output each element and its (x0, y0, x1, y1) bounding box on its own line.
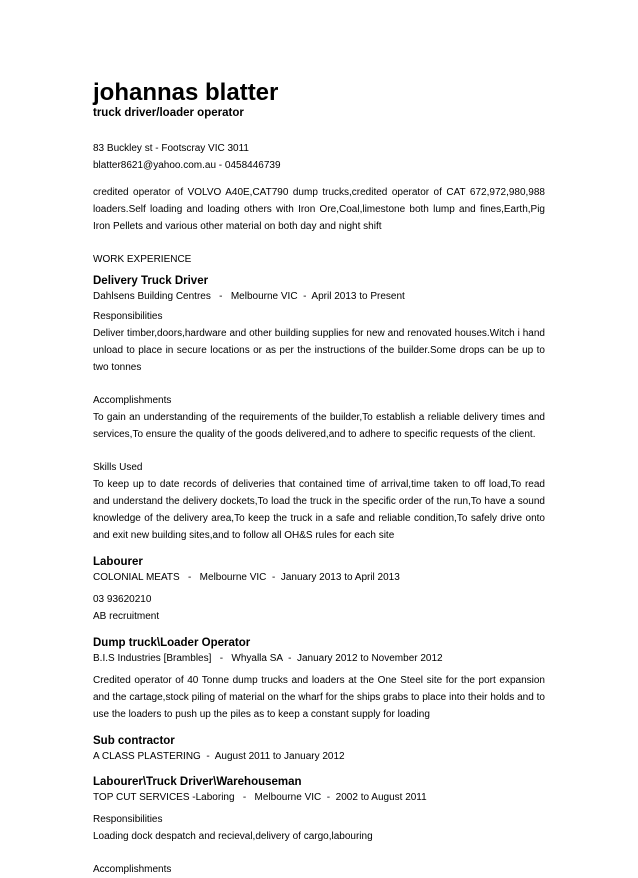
candidate-name: johannas blatter (93, 79, 279, 106)
summary: credited operator of VOLVO A40E,CAT790 dump trucks,credited operator of CAT 672,972,980,988 loaders.Self loading and loading others with Iron Ore,Coal,limestone both lump and fines,Earth,Pig Iron Pellets and various other material on both day and night shift (93, 187, 545, 232)
job-entry-delivery-truck-driver (93, 273, 545, 544)
contact-block (93, 140, 545, 174)
job-title: Sub contractor (93, 735, 175, 747)
responsibilities-label: Responsibilities (93, 311, 163, 322)
accomplishments-text: To gain an understanding of the requirements of the builder,To establish a reliable delivery times and services,To ensure the quality of the goods delivered,and to adhere to specific requests of the client. (93, 412, 545, 440)
job-meta: COLONIAL MEATS - Melbourne VIC - January 2013 to April 2013 (93, 572, 400, 583)
responsibilities-text: Loading dock despatch and recieval,delivery of cargo,labouring (93, 831, 373, 842)
section-heading-work-experience: WORK EXPERIENCE (93, 254, 192, 265)
job-agency: AB recruitment (93, 611, 160, 622)
job-meta: Dahlsens Building Centres - Melbourne VIC - April 2013 to Present (93, 291, 405, 302)
job-title: Labourer\Truck Driver\Warehouseman (93, 776, 302, 788)
accomplishments-label: Accomplishments (93, 864, 172, 875)
job-entry-sub-contractor (93, 733, 545, 764)
skills-label: Skills Used (93, 462, 143, 473)
candidate-role: truck driver/loader operator (93, 107, 244, 119)
job-meta: B.I.S Industries [Brambles] - Whyalla SA - January 2012 to November 2012 (93, 653, 443, 664)
job-title: Delivery Truck Driver (93, 275, 209, 287)
job-entry-dump-truck-loader-operator (93, 635, 545, 723)
address: 83 Buckley st - Footscray VIC 3011 (93, 143, 249, 154)
job-meta: A CLASS PLASTERING - August 2011 to January 2012 (93, 751, 345, 762)
job-entry-labourer (93, 554, 545, 625)
job-title: Labourer (93, 556, 143, 568)
job-description: Credited operator of 40 Tonne dump trucks and loaders at the One Steel site for the port expansion and the cartage,stock piling of material on the wharf for the ships grabs to place into their holds and to use the loaders to push up the piles as to keep a constant supply for loading (93, 675, 545, 720)
responsibilities-label: Responsibilities (93, 814, 163, 825)
job-title: Dump truck\Loader Operator (93, 637, 251, 649)
skills-text: To keep up to date records of deliveries that contained time of arrival,time taken to off load,To read and understand the delivery dockets,To load the truck in the specific order of the run,To have a sound knowledge of the delivery area,To keep the truck in a safe and reliable condition,To safely drive onto and exit new building sites,and to follow all OH&S rules for each site (93, 479, 545, 541)
job-entry-labourer-truck-driver-warehouseman (93, 774, 545, 878)
accomplishments-label: Accomplishments (93, 395, 172, 406)
job-phone: 03 93620210 (93, 594, 152, 605)
email-phone: blatter8621@yahoo.com.au - 0458446739 (93, 160, 281, 171)
job-meta: TOP CUT SERVICES -Laboring - Melbourne VIC - 2002 to August 2011 (93, 792, 427, 803)
responsibilities-text: Deliver timber,doors,hardware and other building supplies for new and renovated houses.Witch i hand unload to place in secure locations or as per the instructions of the builder.Some drops can be up to two tonnes (93, 328, 545, 373)
